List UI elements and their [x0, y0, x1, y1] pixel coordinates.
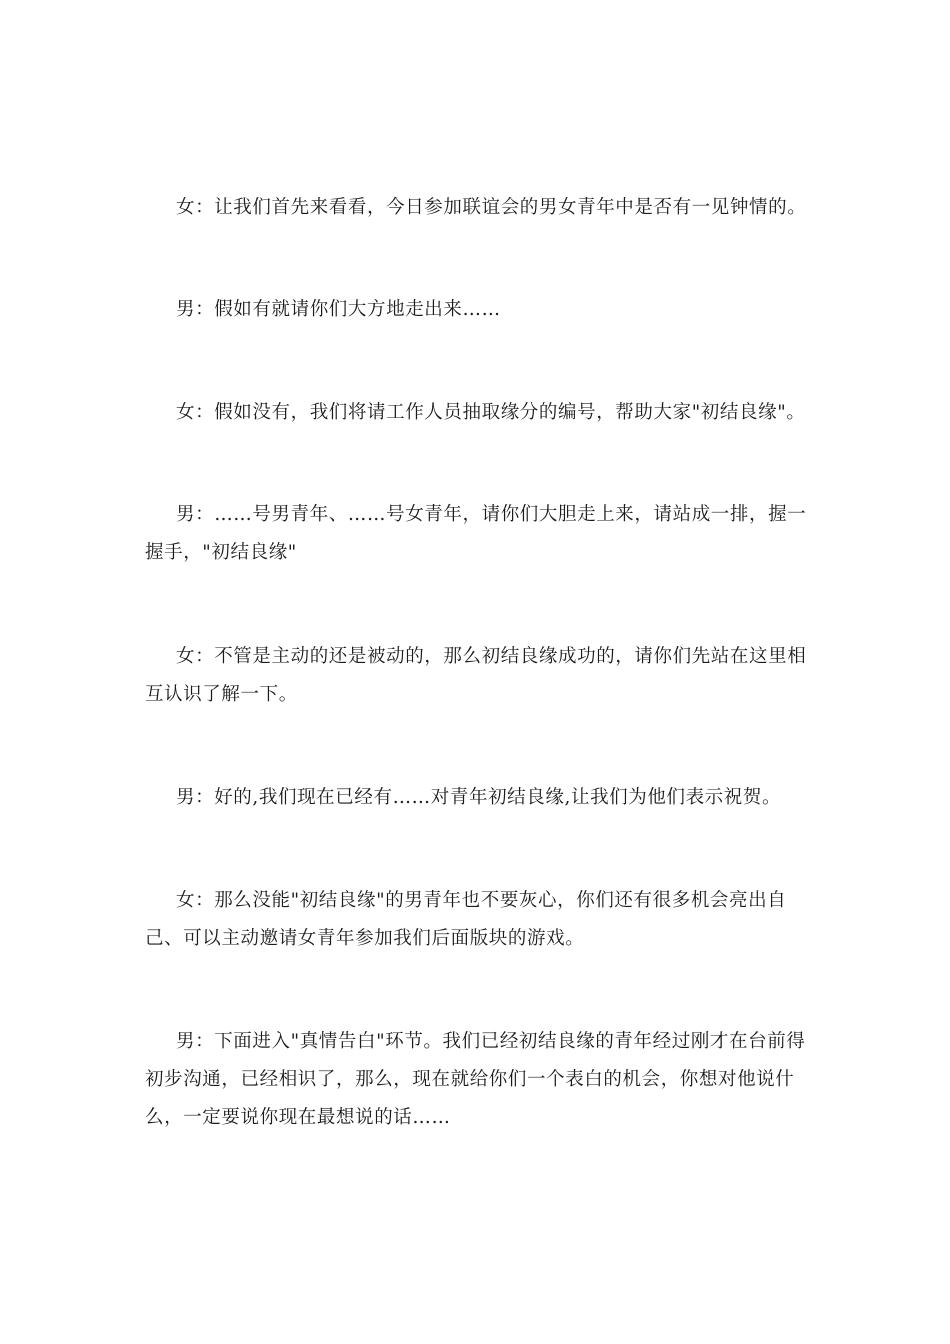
dialogue-paragraph: 男：……号男青年、……号女青年，请你们大胆走上来，请站成一排，握一握手，"初结良缘" [145, 504, 807, 563]
dialogue-paragraph: 女：让我们首先来看看，今日参加联谊会的男女青年中是否有一见钟情的。 [176, 197, 807, 218]
dialogue-paragraph: 女：不管是主动的还是被动的，那么初结良缘成功的，请你们先站在这里相互认识了解一下。 [145, 646, 807, 705]
dialogue-paragraph: 男：假如有就请你们大方地走出来…… [176, 299, 501, 320]
dialogue-paragraph: 女：假如没有，我们将请工作人员抽取缘分的编号，帮助大家"初结良缘"。 [176, 402, 806, 423]
dialogue-paragraph: 女：那么没能"初结良缘"的男青年也不要灰心，你们还有很多机会亮出自己、可以主动邀请女青年参加我们后面版块的游戏。 [145, 890, 787, 949]
dialogue-paragraph: 男：下面进入"真情告白"环节。我们已经初结良缘的青年经过刚才在台前得初步沟通，已经相识了，那么，现在就给你们一个表白的机会，你想对他说什么，一定要说你现在最想说的话…… [145, 1031, 806, 1128]
dialogue-paragraph: 男：好的,我们现在已经有……对青年初结良缘,让我们为他们表示祝贺。 [176, 787, 782, 808]
